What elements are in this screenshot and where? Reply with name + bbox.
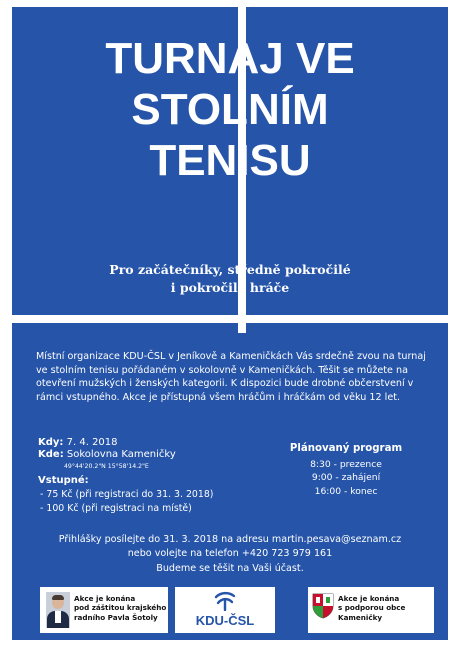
patron-line-2: pod záštitou krajského <box>74 603 167 613</box>
patron-line-3: radního Pavla Šotoly <box>74 612 158 622</box>
details-panel <box>12 323 448 640</box>
title-line-1: TURNAJ VE <box>105 34 355 83</box>
header-panel <box>12 7 448 315</box>
program-schedule <box>276 443 416 498</box>
program-title: Plánovaný program <box>289 443 403 454</box>
program-item-start: 9:00 - zahájení <box>311 472 381 484</box>
patron-portrait-icon <box>46 592 70 628</box>
municipality-line-2: s podporou obce <box>338 603 406 613</box>
poster-title <box>12 33 448 186</box>
subtitle-line-2: i pokročilé hráče <box>170 280 290 296</box>
party-logo-text: KDU-ČSL <box>195 613 255 628</box>
intro-text: Místní organizace KDU-ČSL v Jeníkově a Kameničkách Vás srdečně zvou na turnaj ve stolním tenisu pořádaném v sokolovně v Kameničkách. Těšit se můžete na otevření mužských i ženských kategorii. K dispozici bude drobné občerstvení v rámci vstupného. Akce je přístupná všem hráčům i hráčkám od věku 12 let. <box>36 351 426 403</box>
party-logo <box>175 587 275 633</box>
municipality-text <box>338 594 405 622</box>
registration-line-2: nebo volejte na telefon +420 723 979 161 <box>127 548 333 560</box>
patron-box <box>40 587 168 633</box>
entry-fee-onsite: - 100 Kč (při registraci na místě) <box>40 503 192 514</box>
registration-line-1: Přihlášky posílejte do 31. 3. 2018 na adresu martin.pesava@seznam.cz <box>58 534 402 545</box>
entry-fee-early: - 75 Kč (při registraci do 31. 3. 2018) <box>40 489 214 500</box>
registration-info <box>12 533 448 576</box>
municipality-line-1: Akce je konána <box>338 594 400 603</box>
venue-coordinates: 49°44'20.2"N 15°58'14.2"E <box>64 463 149 470</box>
entry-fee-label: Vstupné: <box>38 475 89 486</box>
program-item-registration: 8:30 - prezence <box>310 459 382 470</box>
municipality-line-3: Kameničky <box>338 612 383 622</box>
date-label: Kdy: <box>38 437 64 448</box>
patron-line-1: Akce je konána <box>74 594 136 603</box>
municipality-crest-icon <box>312 593 334 619</box>
party-logo-icon <box>213 591 237 611</box>
municipality-box <box>308 587 434 633</box>
venue-label: Kde: <box>38 449 64 460</box>
title-line-2: STOLNÍM <box>131 85 329 135</box>
subtitle-line-1: Pro začátečníky, středně pokročilé <box>109 262 351 277</box>
registration-line-3: Budeme se těšit na Vaši účast. <box>156 562 304 574</box>
program-item-end: 16:00 - konec <box>314 485 378 497</box>
panel-divider-notch <box>238 323 246 333</box>
patron-text <box>74 594 166 622</box>
event-venue <box>38 448 176 461</box>
poster-subtitle <box>12 261 448 297</box>
date-value: 7. 4. 2018 <box>66 437 118 448</box>
title-line-3: TENISU <box>149 136 311 186</box>
venue-value: Sokolovna Kameničky <box>66 449 176 460</box>
